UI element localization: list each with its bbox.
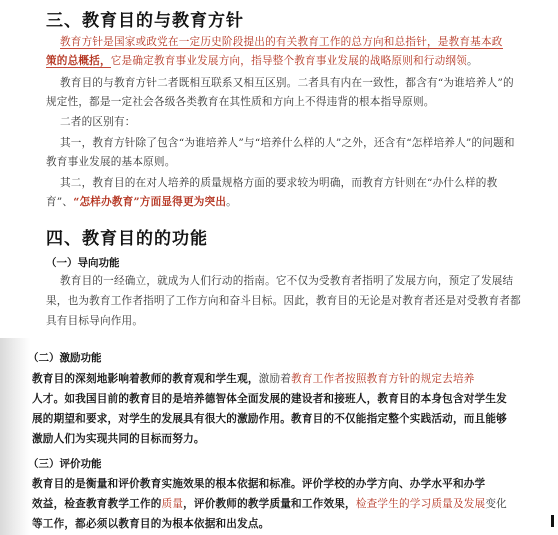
section-3-para-1-line-1 <box>60 36 503 49</box>
section-3-heading: 三、教育目的与教育方针 <box>46 11 244 31</box>
guiding-line-1: 教育目的一经确立，就成为人们行动的指南。它不仅为受教育者指明了发展方向，预定了发展结 <box>60 275 514 287</box>
section-3-para-2-line-1: 教育目的与教育方针二者既相互联系又相互区别。二者具有内在一致性，都含有“为谁培养人”的 <box>60 77 514 89</box>
highlighted-definition: 教育方针是国家或政党在一定历史阶段提出的有关教育工作的总方向和总指针，是教育基本政 <box>60 36 503 48</box>
motivating-line-3: 展的期望和要求，对学生的发展具有很大的激励作用。教育目的不仅能指定整个实践活动，而且能够 <box>32 413 507 425</box>
section-3-para-4-line-1: 其一，教育方针除了包含“为谁培养人”与“培养什么样的人”之外，还含有“怎样培养人”的问题和 <box>60 137 515 149</box>
subsection-guiding-heading: （一）导向功能 <box>46 257 120 269</box>
evaluation-line-1: 教育目的是衡量和评价教育实施效果的根本依据和标准。评价学校的办学方向、办学水平和办学 <box>32 478 486 490</box>
section-3-para-1-line-2: 策的总概括，它是确定教育事业发展方向，指导整个教育事业发展的战略原则和行动纲领。 <box>46 55 478 67</box>
guiding-line-3: 具有目标导向作用。 <box>46 315 144 327</box>
section-4-heading: 四、教育目的的功能 <box>46 229 208 249</box>
subsection-evaluation-heading: （三）评价功能 <box>28 458 102 470</box>
section-3-para-3: 二者的区别有： <box>60 116 136 128</box>
section-3-para-2-line-2: 规定性，都是一定社会各级各类教育在其性质和方向上不得违背的根本指导原则。 <box>46 96 435 108</box>
guiding-line-2: 果，也为教育工作者指明了工作方向和奋斗目标。因此，教育目的无论是对教育者还是对受教育者都 <box>46 295 521 307</box>
motivating-line-2: 人才。如我国目前的教育目的是培养德智体全面发展的建设者和接班人，教育目的本身包含对学生发 <box>32 393 507 405</box>
section-3-para-5-line-2: 育”、“怎样办教育”方面显得更为突出。 <box>46 196 237 208</box>
section-3-para-5-line-1: 其二，教育目的在对人培养的质量规格方面的要求较为明确，而教育方针则在“办什么样的教 <box>60 177 498 189</box>
text-cursor <box>551 515 554 527</box>
evaluation-line-2: 效益，检查教育教学工作的质量，评价教师的教学质量和工作效果，检查学生的学习质量及发展变化 <box>32 498 507 510</box>
motivating-line-4: 激励人们为实现共同的目标而努力。 <box>32 433 205 445</box>
section-3-para-4-line-2: 教育事业发展的基本原则。 <box>46 156 176 168</box>
subsection-motivating-heading: （二）激励功能 <box>28 352 102 364</box>
evaluation-line-3: 等工作，都必须以教育目的为根本依据和出发点。 <box>32 518 270 530</box>
motivating-line-1: 教育目的深刻地影响着教师的教育观和学生观，激励着教育工作者按照教育方针的规定去培养 <box>32 373 475 385</box>
